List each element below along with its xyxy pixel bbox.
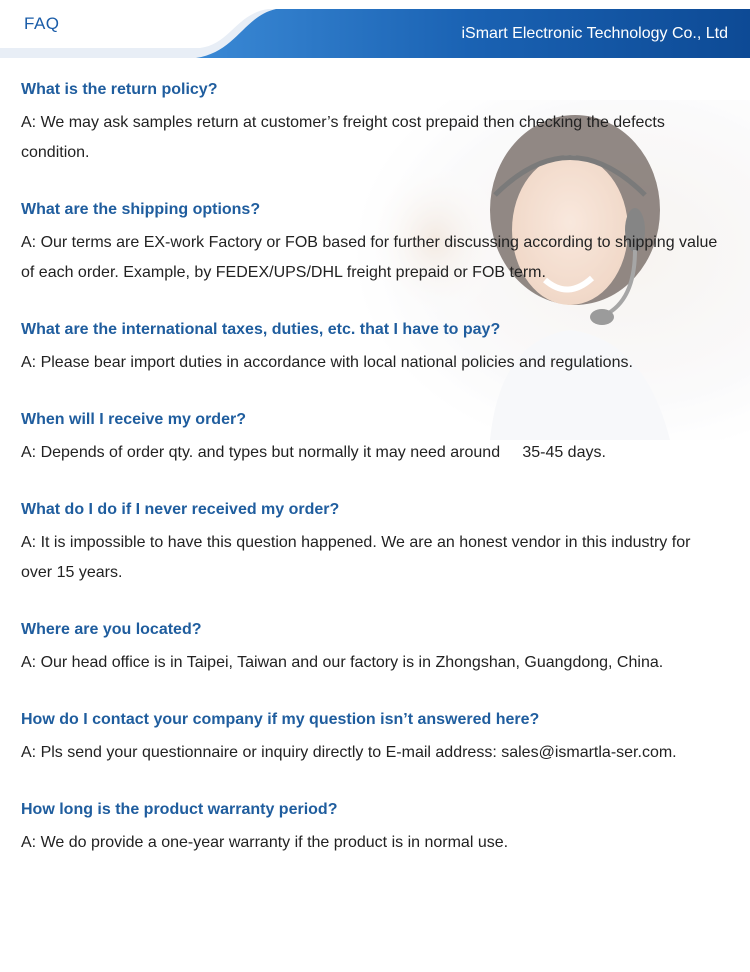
- faq-question: Where are you located?: [21, 621, 202, 638]
- faq-item: [21, 498, 721, 588]
- faq-question: How do I contact your company if my question isn’t answered here?: [21, 711, 540, 728]
- header-banner: [0, 0, 750, 58]
- faq-answer: A: Please bear import duties in accordance with local national policies and regulations.: [21, 354, 633, 371]
- faq-question: What are the international taxes, duties, etc. that I have to pay?: [21, 321, 501, 338]
- faq-answer: A: It is impossible to have this question happened. We are an honest vendor in this industry for over 15 years.: [21, 534, 691, 581]
- faq-item: [21, 78, 721, 168]
- faq-question: What is the return policy?: [21, 81, 218, 98]
- faq-item: [21, 708, 721, 768]
- faq-item: [21, 408, 721, 468]
- faq-item: [21, 318, 721, 378]
- faq-item: [21, 198, 721, 288]
- faq-question: What do I do if I never received my order?: [21, 501, 340, 518]
- header-faq-label: FAQ: [24, 14, 60, 33]
- faq-list: [21, 78, 721, 888]
- faq-answer: A: We may ask samples return at customer’s freight cost prepaid then checking the defects condition.: [21, 114, 665, 161]
- faq-answer: A: We do provide a one-year warranty if the product is in normal use.: [21, 834, 509, 851]
- faq-item: [21, 618, 721, 678]
- faq-answer: A: Our head office is in Taipei, Taiwan and our factory is in Zhongshan, Guangdong, China.: [21, 654, 664, 671]
- faq-answer: A: Our terms are EX-work Factory or FOB based for further discussing according to shipping value of each order. Example, by FEDEX/UPS/DHL freight prepaid or FOB term.: [21, 234, 718, 281]
- company-name: iSmart Electronic Technology Co., Ltd: [461, 25, 728, 42]
- faq-item: [21, 798, 721, 858]
- faq-answer: A: Depends of order qty. and types but normally it may need around 35-45 days.: [21, 444, 606, 461]
- faq-question: What are the shipping options?: [21, 201, 261, 218]
- faq-question: How long is the product warranty period?: [21, 801, 338, 818]
- faq-question: When will I receive my order?: [21, 411, 246, 428]
- faq-answer: A: Pls send your questionnaire or inquiry directly to E-mail address: sales@ismartla-ser.com.: [21, 744, 677, 761]
